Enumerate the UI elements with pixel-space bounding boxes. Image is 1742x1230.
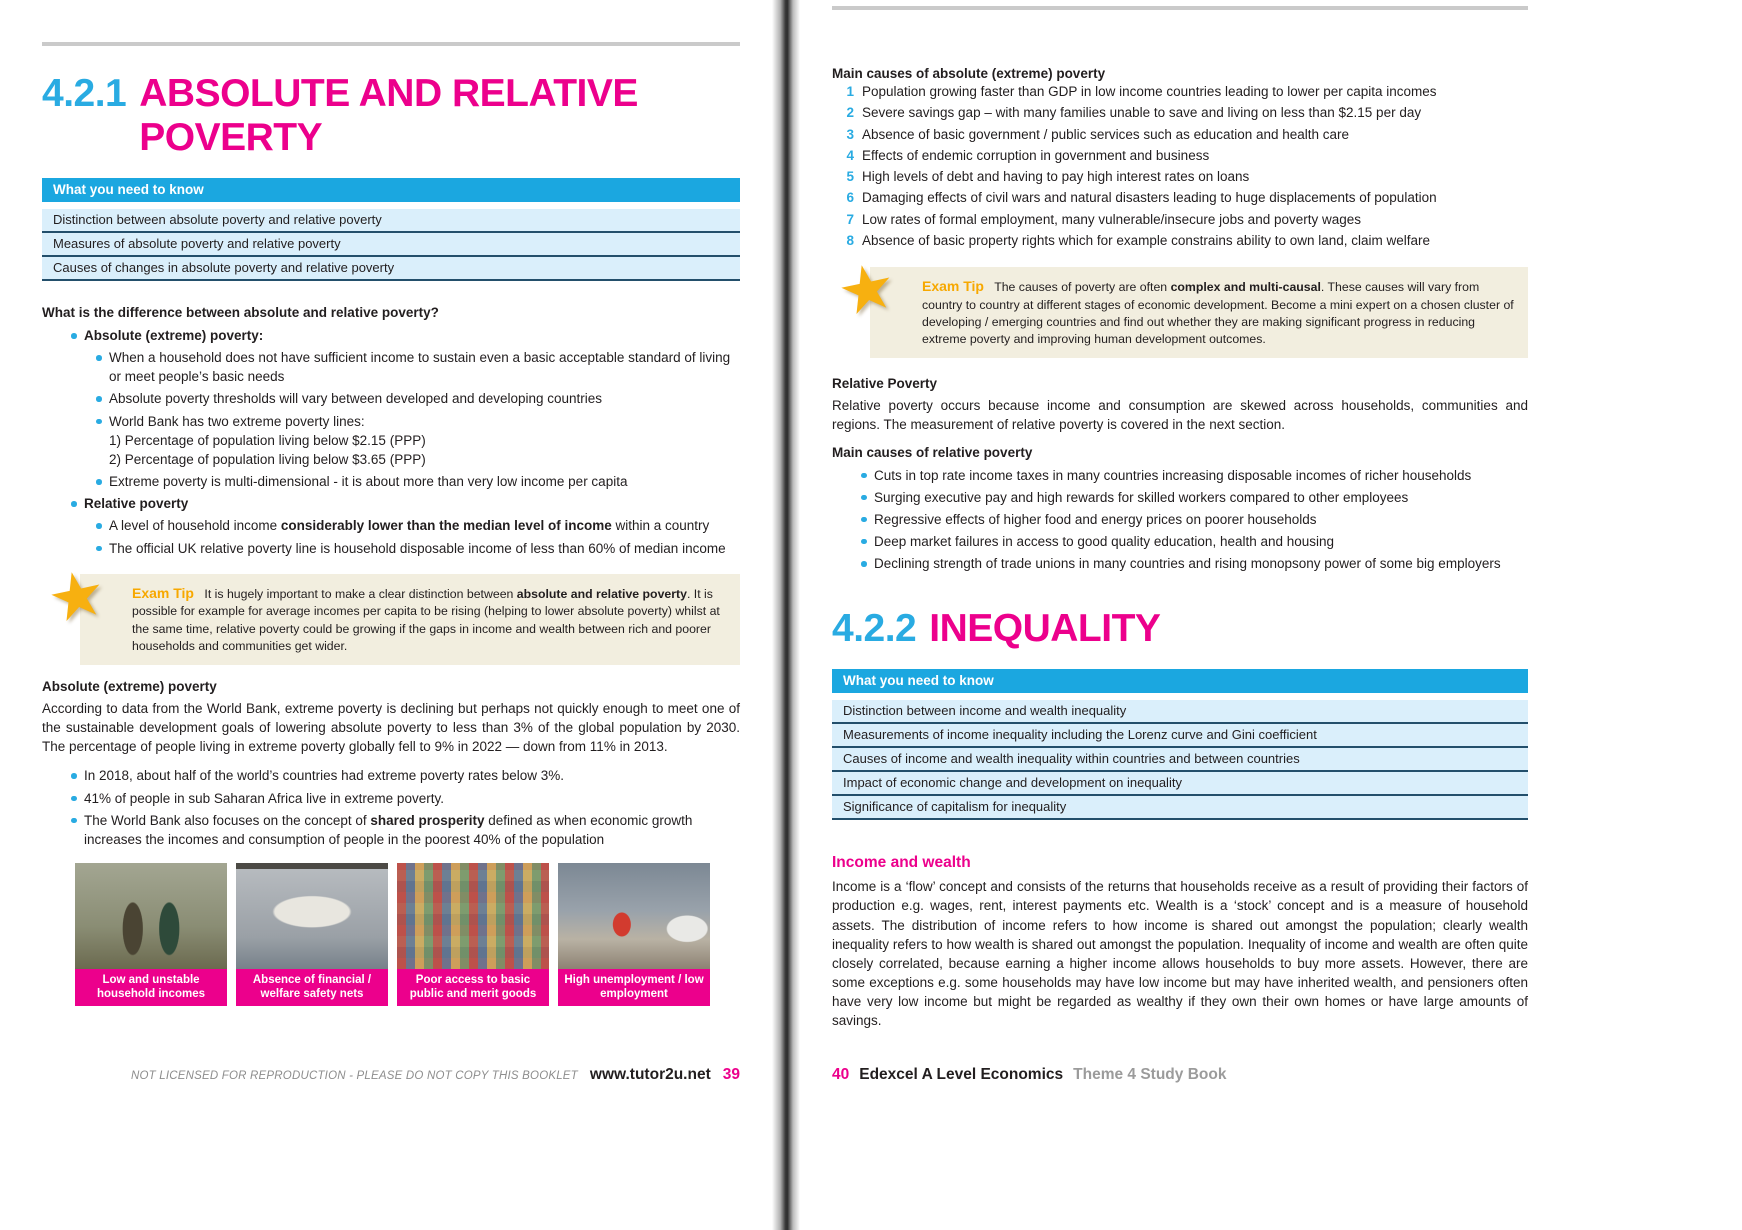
item-text: Population growing faster than GDP in low income countries leading to lower per capita incomes (862, 84, 1437, 99)
causes-relative-heading: Main causes of relative poverty (832, 444, 1033, 460)
numbered-item (832, 125, 1528, 145)
text-run: . These causes will vary from country to country at different stages of economic development. Become a mini expert on a chosen cluster of developing / emerging countries and find out whether they are making significant progress in reducing extreme poverty and improving human development outcomes. (922, 280, 1514, 346)
section-number: 4.2.2 (832, 607, 917, 651)
know-row: Measures of absolute poverty and relative poverty (42, 233, 740, 257)
know-table (832, 700, 1528, 820)
absolute-poverty-heading: Absolute (extreme) poverty (42, 678, 217, 694)
list-subitem: 1) Percentage of population living below $2.15 (PPP) (109, 432, 426, 448)
relative-poverty-paragraph: Relative poverty occurs because income and consumption are skewed across households, communities and regions. The measurement of relative poverty is covered in the next section. (832, 398, 1528, 433)
list-item: When a household does not have sufficient income to sustain even a basic acceptable standard of living or meet people’s basic needs (94, 348, 740, 386)
know-box-header: What you need to know (42, 178, 740, 202)
list-item: Extreme poverty is multi-dimensional - it is about more than very low income per capita (94, 472, 740, 491)
income-wealth-paragraph: Income is a ‘flow’ concept and consists of the returns that households receive as a result of providing their factors of production e.g. wages, rent, interest payments etc. Wealth is a ‘stock’ concept and is a measure of household assets. The distribution of income refers to how income is shared out amongst the population; clearly wealth inequality refers to how wealth is shared out amongst the population. Inequality of income and wealth are often quite closely correlated, because earning a higher income allows households to buy more assets. However, there are some exceptions e.g. some households may have low income but may have inherited wealth, and pensioners often have very low income but might be regarded as wealthy if they own their own homes or have large amounts of savings. (832, 879, 1528, 1029)
absolute-poverty-paragraph: According to data from the World Bank, extreme poverty is declining but perhaps not quickly enough to meet one of the sustainable development goals of lowering absolute poverty to less than 3% of the global population by 2030. The percentage of people living in extreme poverty globally fell to 9% in 2022 — down from 11% in 2013. (42, 700, 740, 755)
text-run: A level of household income (109, 518, 281, 534)
numbered-item (832, 188, 1528, 208)
item-number: 3 (846, 126, 854, 142)
photo-low-household-incomes (75, 863, 227, 969)
know-row: Measurements of income inequality including the Lorenz curve and Gini coefficient (832, 724, 1528, 748)
item-text: Low rates of formal employment, many vulnerable/insecure jobs and poverty wages (862, 211, 1361, 227)
text-run: It is hugely important to make a clear distinction between (204, 586, 517, 601)
list-item: 41% of people in sub Saharan Africa live in extreme poverty. (69, 789, 740, 808)
list-item: Surging executive pay and high rewards for skilled workers compared to other employees (859, 488, 1528, 507)
numbered-item (832, 103, 1528, 123)
list-item-relative-label: Relative poverty (69, 494, 740, 513)
top-rule (832, 6, 1528, 10)
top-rule (42, 42, 740, 46)
star-icon: ★ (41, 554, 113, 637)
photo-caption: High unemployment / low employment (558, 969, 710, 1006)
section-heading-422 (832, 607, 1528, 651)
book-gutter (772, 0, 800, 1230)
photo-card (236, 863, 388, 1006)
numbered-item (832, 167, 1528, 187)
item-text: Absence of basic government / public services such as education and health care (862, 126, 1350, 142)
right-page-footer (832, 1066, 1226, 1084)
list-item: The official UK relative poverty line is household disposable income of less than 60% of median income (94, 539, 740, 558)
item-text: Absence of basic property rights which for example constrains ability to own land, claim welfare (862, 232, 1431, 248)
page-number: 40 (832, 1066, 850, 1083)
book-title: Edexcel A Level Economics (859, 1066, 1064, 1083)
list-item: Deep market failures in access to good quality education, health and housing (859, 532, 1528, 551)
text-run-bold: shared prosperity (370, 812, 485, 828)
photo-card (558, 863, 710, 1006)
section-heading-421 (42, 72, 740, 160)
photo-card (75, 863, 227, 1006)
text-run: within a country (611, 518, 710, 534)
know-row: Causes of income and wealth inequality within countries and between countries (832, 748, 1528, 772)
photo-row (75, 863, 740, 1006)
know-row: Distinction between income and wealth inequality (832, 700, 1528, 724)
photo-caption: Poor access to basic public and merit goods (397, 969, 549, 1006)
left-page-footer (131, 1066, 740, 1084)
text-run-bold: complex and multi-causal (1170, 280, 1321, 294)
section-title-text: INEQUALITY (929, 607, 1161, 651)
text-run: The causes of poverty are often (994, 280, 1171, 294)
photo-street-unemployment (558, 863, 710, 969)
section-number: 4.2.1 (42, 72, 127, 115)
tutor2u-site-link[interactable]: www.tutor2u.net (589, 1066, 711, 1083)
list-item (69, 811, 740, 849)
text-run: The World Bank also focuses on the concept of (84, 812, 371, 828)
know-row: Causes of changes in absolute poverty and relative poverty (42, 257, 740, 281)
numbered-item (832, 146, 1528, 166)
left-page-content (42, 42, 740, 1006)
item-number: 6 (846, 190, 854, 206)
item-number: 5 (846, 169, 854, 184)
numbered-item (832, 82, 1528, 102)
item-number: 8 (846, 232, 854, 248)
exam-tip-label: Exam Tip (922, 278, 984, 294)
book-subtitle: Theme 4 Study Book (1073, 1066, 1227, 1083)
text-run-bold: absolute and relative poverty (516, 586, 687, 601)
photo-favela-public-goods (397, 863, 549, 969)
list-item: Absolute poverty thresholds will vary between developed and developing countries (94, 389, 740, 408)
exam-tip-box (41, 554, 740, 665)
diff-heading: What is the difference between absolute and relative poverty? (42, 305, 439, 320)
list-item-absolute-label: Absolute (extreme) poverty: (69, 326, 740, 345)
know-table (42, 209, 740, 281)
list-item: Regressive effects of higher food and energy prices on poorer households (859, 510, 1528, 529)
text-run: . It is possible for example for average incomes per capita to be rising (helping to lower absolute poverty) whilst at the same time, relative poverty could be growing if the gaps in income and wealth between rich and poorer households and communities get wider. (132, 586, 720, 653)
numbered-item (832, 231, 1528, 251)
item-number: 7 (846, 211, 854, 227)
causes-absolute-heading: Main causes of absolute (extreme) poverty (832, 66, 1106, 81)
exam-tip-box (831, 247, 1528, 358)
know-box-header: What you need to know (832, 669, 1528, 693)
exam-tip-label: Exam Tip (132, 584, 194, 601)
relative-poverty-heading: Relative Poverty (832, 376, 938, 392)
item-number: 2 (846, 105, 854, 121)
list-item: Cuts in top rate income taxes in many countries increasing disposable incomes of richer households (859, 466, 1528, 485)
item-text: Severe savings gap – with many families unable to save and living on less than $2.15 per day (862, 105, 1422, 121)
right-page (800, 0, 1742, 1230)
numbered-item (832, 210, 1528, 230)
left-page (0, 0, 772, 1230)
item-text: Damaging effects of civil wars and natural disasters leading to huge displacements of population (862, 190, 1437, 206)
know-row: Distinction between absolute poverty and relative poverty (42, 209, 740, 233)
list-item: World Bank has two extreme poverty lines: (94, 412, 740, 431)
list-item (94, 516, 740, 535)
copyright-notice: NOT LICENSED FOR REPRODUCTION - PLEASE DO NOT COPY THIS BOOKLET (131, 1070, 578, 1082)
item-number: 1 (846, 84, 854, 99)
list-item: Declining strength of trade unions in many countries and rising monopsony power of some big employers (859, 554, 1528, 573)
section-title-text: ABSOLUTE AND RELATIVE POVERTY (139, 72, 638, 159)
photo-caption: Low and unstable household incomes (75, 969, 227, 1006)
photo-caption: Absence of financial / welfare safety nets (236, 969, 388, 1006)
page-number: 39 (722, 1066, 740, 1083)
text-run: defined as when economic growth increases the incomes and consumption of people in the poorest 40% of the population (84, 812, 693, 847)
list-item: In 2018, about half of the world’s countries had extreme poverty rates below 3%. (69, 766, 740, 785)
income-wealth-heading: Income and wealth (832, 854, 971, 872)
star-icon: ★ (831, 247, 903, 331)
list-subitem: 2) Percentage of population living below $3.65 (PPP) (109, 451, 426, 467)
item-text: High levels of debt and having to pay high interest rates on loans (862, 169, 1250, 184)
photo-card (397, 863, 549, 1006)
right-page-content (832, 6, 1528, 1031)
item-text: Effects of endemic corruption in government and business (862, 147, 1210, 163)
item-number: 4 (846, 147, 854, 163)
know-row: Significance of capitalism for inequality (832, 796, 1528, 820)
text-run-bold: considerably lower than the median level of income (280, 518, 612, 534)
know-row: Impact of economic change and development on inequality (832, 772, 1528, 796)
photo-hammock-safety-nets (236, 863, 388, 969)
